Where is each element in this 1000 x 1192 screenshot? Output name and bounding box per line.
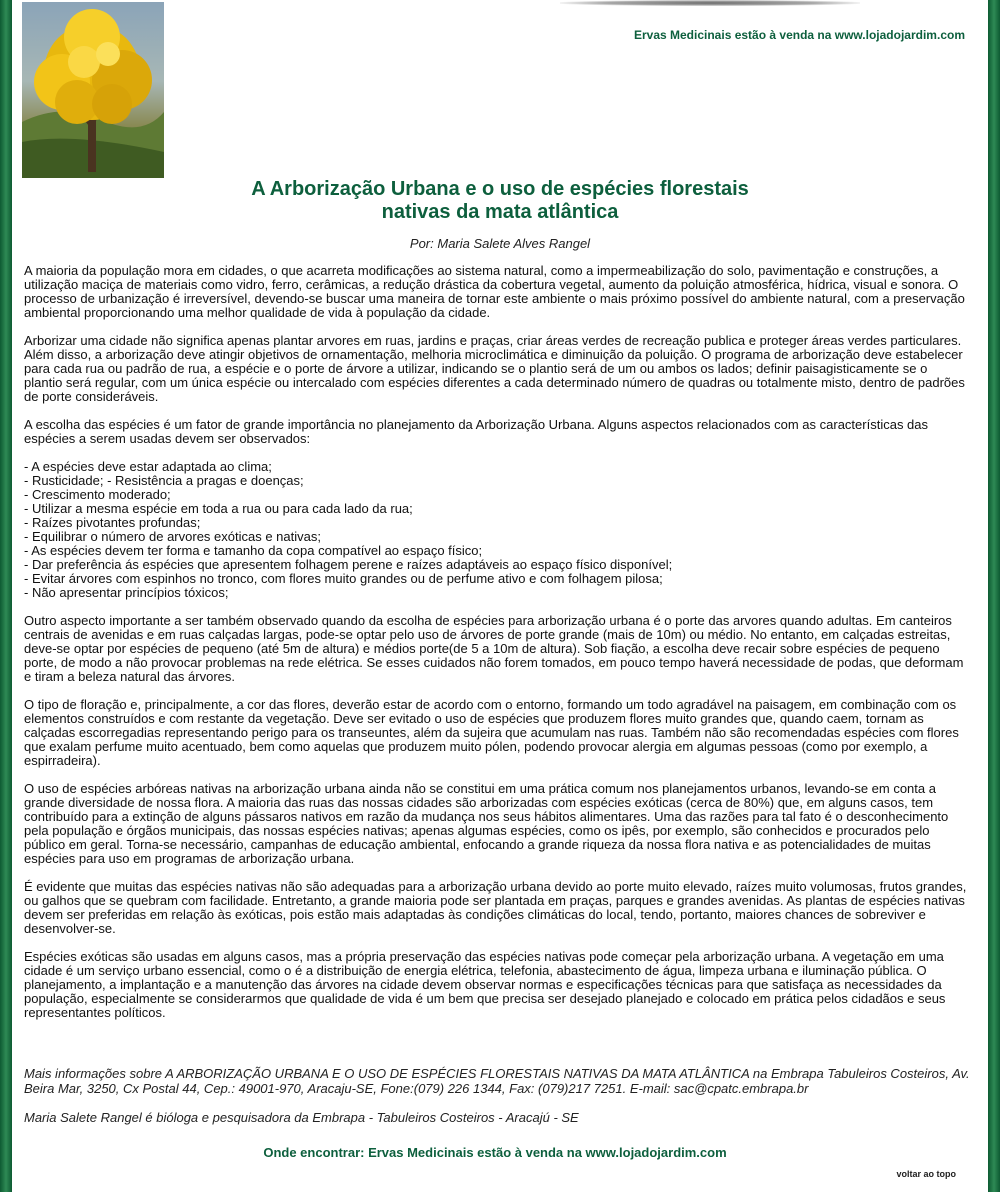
list-item: - Não apresentar princípios tóxicos; bbox=[24, 585, 229, 600]
top-decorative-swoosh bbox=[560, 0, 860, 6]
list-item: - As espécies devem ter forma e tamanho da copa compatível ao espaço físico; bbox=[24, 543, 483, 558]
list-item: - Crescimento moderado; bbox=[24, 487, 171, 502]
list-item: - Rusticidade; - Resistência a pragas e doenças; bbox=[24, 473, 304, 488]
paragraph: A escolha das espécies é um fator de grande importância no planejamento da Arborização Urbana. Alguns aspectos relacionados com as características das espécies a serem usadas devem ser observados: bbox=[24, 417, 929, 446]
author-byline: Por: Maria Salete Alves Rangel bbox=[409, 236, 591, 251]
more-info-text: Mais informações sobre A ARBORIZAÇÃO URBANA E O USO DE ESPÉCIES FLORESTAIS NATIVAS DA MATA ATLÂNTICA na Embrapa Tabuleiros Costeiros, Av. Beira Mar, 3250, Cx Postal 44, Cep.: 49001-970, Aracaju-SE, Fone:(079) 226 1344, Fax: (079)217 7251. E-mail: sac@cpatc.embrapa.br bbox=[24, 1066, 970, 1096]
paragraph: O tipo de floração e, principalmente, a cor das flores, deverão estar de acordo com o entorno, formando um todo agradável na paisagem, em combinação com os elementos construídos e com restante da vegetação. Deve ser evitado o uso de espécies que produzem flores muito grandes que, quando caem, tornam as calçadas escorregadias representando perigo para os transeuntes, além da sujeira que acumulam nas ruas. Também não são recomendadas espécies com flores que exalam perfume muito acentuado, bem como aquelas que produzem muito pólen, podendo provocar alergia em algumas pessoas (como por exemplo, a espirradeira). bbox=[24, 697, 959, 768]
species-criteria-list bbox=[24, 460, 969, 600]
top-shop-link[interactable]: Ervas Medicinais estão à venda na www.lojadojardim.com bbox=[633, 28, 965, 42]
article-body bbox=[24, 264, 969, 1034]
author-note: Maria Salete Rangel é bióloga e pesquisadora da Embrapa - Tabuleiros Costeiros - Aracajú - SE bbox=[24, 1110, 579, 1125]
paragraph: Outro aspecto importante a ser também observado quando da escolha de espécies para arborização urbana é o porte das arvores quando adultas. Em canteiros centrais de avenidas e em ruas calçadas largas, pode-se optar pelo uso de árvores de porte grande (mais de 10m) ou médio. No entanto, em calçadas estreitas, deve-se optar por espécies de pequeno (até 5m de altura) e médios porte(de 5 a 10m de altura). Sob fiação, a escolha deve recair sobre espécies de pequeno porte, de modo a não provocar problemas na rede elétrica. Se esses cuidados não forem tomados, em pouco tempo haverá necessidade de podas, que deformam e tiram a beleza natural das árvores. bbox=[24, 613, 964, 684]
list-item: - Dar preferência ás espécies que apresentem folhagem perene e raízes adaptáveis ao espaço físico disponível; bbox=[24, 557, 673, 572]
paragraph: Arborizar uma cidade não significa apenas plantar arvores em ruas, jardins e praças, criar áreas verdes de recreação publica e proteger áreas verdes particulares. Além disso, a arborização deve atingir objetivos de ornamentação, melhoria microclimática e diminuição da poluição. O programa de arborização deve estabelecer para cada rua ou padrão de rua, a espécie e o porte de árvore a utilizar, indicando se o plantio será de um ou ambos os lados; definir paisagisticamente se o plantio será regular, com um única espécie ou intercalado com espécies diferentes a cada determinado número de quadras ou totalmente misto, dentro de padrões de porte consideráveis. bbox=[24, 333, 965, 404]
list-item: - Raízes pivotantes profundas; bbox=[24, 515, 201, 530]
where-to-find-link[interactable]: Onde encontrar: Ervas Medicinais estão à venda na www.lojadojardim.com bbox=[263, 1145, 727, 1160]
paragraph: Espécies exóticas são usadas em alguns casos, mas a própria preservação das espécies nativas pode começar pela arborização urbana. A vegetação em uma cidade é um serviço urbano essencial, como o é a distribuição de energia elétrica, telefonia, abastecimento de água, limpeza urbana e iluminação pública. O planejamento, a implantação e a manutenção das árvores na cidade devem observar normas e especificações técnicas para que satisfaça as necessidades da população, especialmente se considerarmos que qualidade de vida é um bem que precisa ser desejado planejado e colocado em prática pelos cidadãos e seus representantes políticos. bbox=[24, 949, 946, 1020]
list-item: - A espécies deve estar adaptada ao clima; bbox=[24, 459, 272, 474]
paragraph: É evidente que muitas das espécies nativas não são adequadas para a arborização urbana devido ao porte muito elevado, raízes muito volumosas, frutos grandes, ou galhos que se quebram com facilidade. Entretanto, a grande maioria pode ser plantada em praças, parques e grandes avenidas. As plantas de espécies nativas devem ser preferidas em relação às exóticas, pois estão mais adaptadas às condições climáticas do local, tendo, portanto, maiores chances de sobreviver e desenvolver-se. bbox=[24, 879, 967, 936]
paragraph: A maioria da população mora em cidades, o que acarreta modificações ao sistema natural, como a impermeabilização do solo, pavimentação e construções, a utilização maciça de materiais como vidro, ferro, cerâmicas, a redução drástica da cobertura vegetal, aumento da poluição atmosférica, hídrica, visual e sonora. O processo de urbanização é irreversível, devendo-se buscar uma maneira de tornar este ambiente o mais próximo possível do ambiente natural, com a preservação ambiental proporcionando uma melhor qualidade de vida à população da cidade. bbox=[24, 263, 965, 320]
title-line-2: nativas da mata atlântica bbox=[381, 201, 619, 223]
back-to-top-link[interactable]: voltar ao topo bbox=[896, 1169, 956, 1179]
footer-info bbox=[24, 1066, 974, 1139]
list-item: - Utilizar a mesma espécie em toda a rua ou para cada lado da rua; bbox=[24, 501, 413, 516]
list-item: - Equilibrar o número de arvores exóticas e nativas; bbox=[24, 529, 321, 544]
paragraph: O uso de espécies arbóreas nativas na arborização urbana ainda não se constitui em uma prática comum nos planejamentos urbanos, levando-se em conta a grande diversidade de nossa flora. A maioria das ruas das nossas cidades são arborizadas com espécies exóticas (cerca de 80%) que, em alguns casos, tem contribuído para a extinção de alguns pássaros nativos em razão da mudança nos seus hábitos alimentares. Uma das razões para tal fato é o desconhecimento pela população e órgãos municipais, das nossas espécies nativas; apenas algumas espécies, como os ipês, por exemplo, são conhecidos e procurados pelo público em geral. Torna-se necessário, campanhas de educação ambiental, enfocando a grande riqueza da nossa flora nativa e as potencialidades de muitas espécies para uso em programas de arborização urbana. bbox=[24, 781, 949, 866]
yellow-ipe-tree-image bbox=[22, 2, 164, 178]
title-line-1: A Arborização Urbana e o uso de espécies florestais bbox=[251, 178, 749, 200]
list-item: - Evitar árvores com espinhos no tronco, com flores muito grandes ou de perfume ativo e com folhagem pilosa; bbox=[24, 571, 663, 586]
page-title bbox=[0, 178, 1000, 224]
